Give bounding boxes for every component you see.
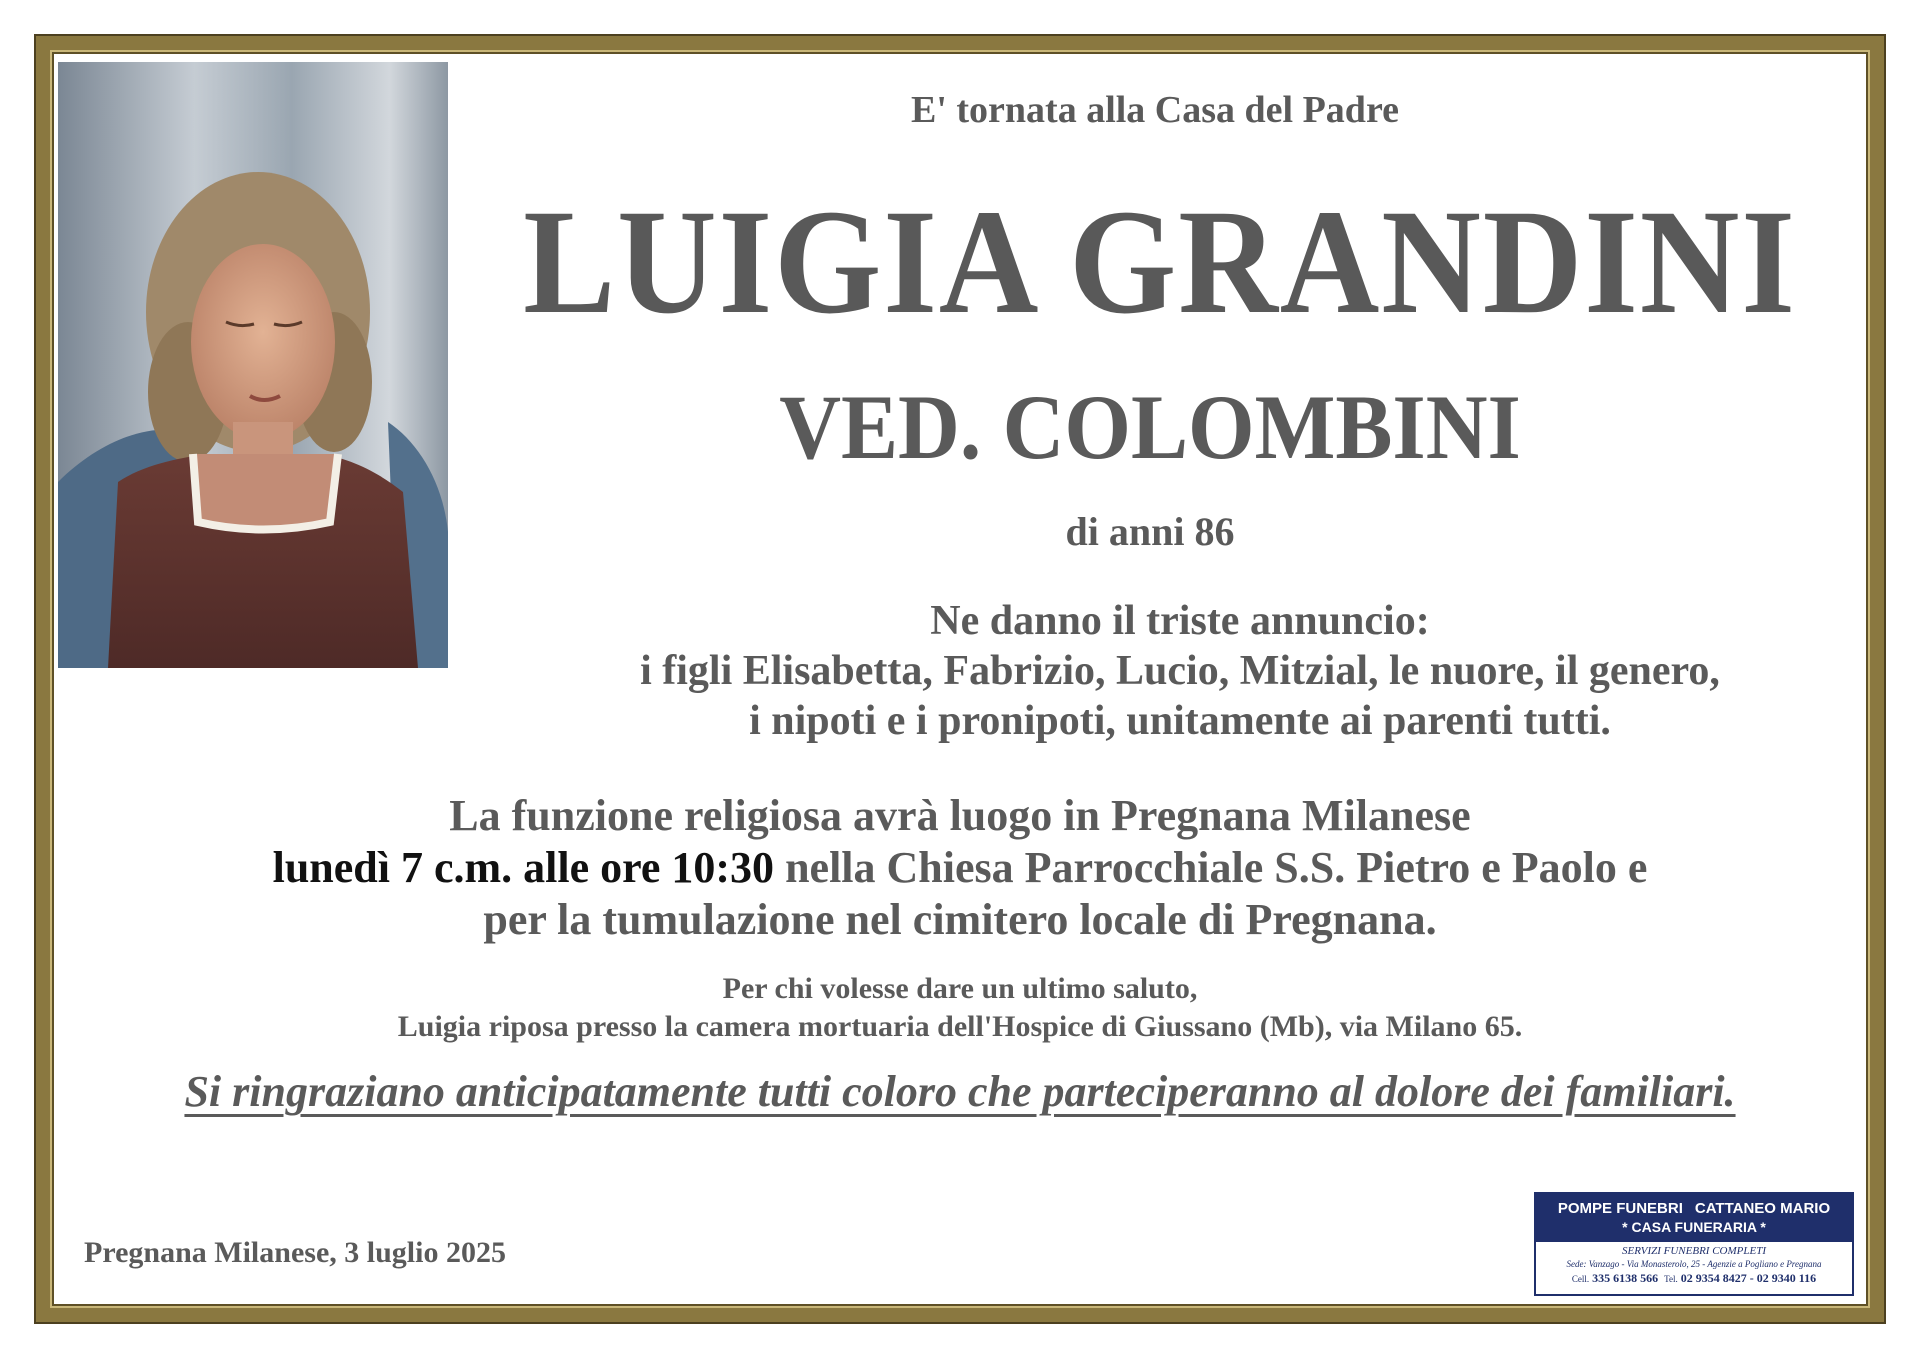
logo-band bbox=[1536, 1194, 1852, 1242]
logo-phones bbox=[1536, 1271, 1852, 1287]
tel-number: 02 9354 8427 - 02 9340 116 bbox=[1680, 1271, 1817, 1285]
logo-subtitle: * CASA FUNERARIA * bbox=[1622, 1219, 1766, 1235]
logo-address: Sede: Vanzago - Via Monasterolo, 25 - Agenzie a Pogliano e Pregnana bbox=[1566, 1259, 1822, 1269]
service-block bbox=[150, 790, 1770, 946]
cell-label: Cell. bbox=[1571, 1274, 1590, 1284]
announcement-line: i nipoti e i pronipoti, unitamente ai parenti tutti. bbox=[749, 698, 1611, 744]
service-line: La funzione religiosa avrà luogo in Pregnana Milanese bbox=[449, 791, 1471, 840]
service-line bbox=[150, 842, 1770, 894]
announcement-line: i figli Elisabetta, Fabrizio, Lucio, Mitzial, le nuore, il genero, bbox=[640, 648, 1720, 694]
cell-number: 335 6138 566 bbox=[1592, 1271, 1659, 1285]
widow-name: VED. COLOMBINI bbox=[779, 376, 1521, 478]
service-datetime: lunedì 7 c.m. alle ore 10:30 bbox=[272, 843, 775, 892]
visitation-line: Per chi volesse dare un ultimo saluto, bbox=[722, 972, 1198, 1005]
logo-services: SERVIZI FUNEBRI COMPLETI bbox=[1621, 1245, 1766, 1257]
funeral-home-logo bbox=[1534, 1192, 1854, 1296]
announcement-line: Ne danno il triste annuncio: bbox=[930, 598, 1430, 644]
announcement-block bbox=[500, 596, 1860, 746]
age-line: di anni 86 bbox=[1065, 509, 1235, 554]
intro-line: E' tornata alla Casa del Padre bbox=[910, 89, 1399, 131]
visitation-line: Luigia riposa presso la camera mortuaria dell'Hospice di Giussano (Mb), via Milano 65. bbox=[397, 1010, 1523, 1043]
visitation-block bbox=[200, 970, 1720, 1046]
service-church: nella Chiesa Parrocchiale S.S. Pietro e Paolo e bbox=[774, 843, 1648, 892]
logo-name-left: POMPE FUNEBRI bbox=[1557, 1200, 1683, 1217]
deceased-name: LUIGIA GRANDINI bbox=[523, 179, 1797, 345]
service-line: per la tumulazione nel cimitero locale di Pregnana. bbox=[483, 895, 1437, 944]
portrait-painting bbox=[58, 62, 448, 668]
tel-label: Tel. bbox=[1664, 1274, 1678, 1284]
logo-name-right: CATTANEO MARIO bbox=[1694, 1200, 1831, 1217]
place-date: Pregnana Milanese, 3 luglio 2025 bbox=[84, 1236, 506, 1269]
thanks-line: Si ringraziano anticipatamente tutti coloro che parteciperanno al dolore dei familiari. bbox=[184, 1067, 1736, 1116]
